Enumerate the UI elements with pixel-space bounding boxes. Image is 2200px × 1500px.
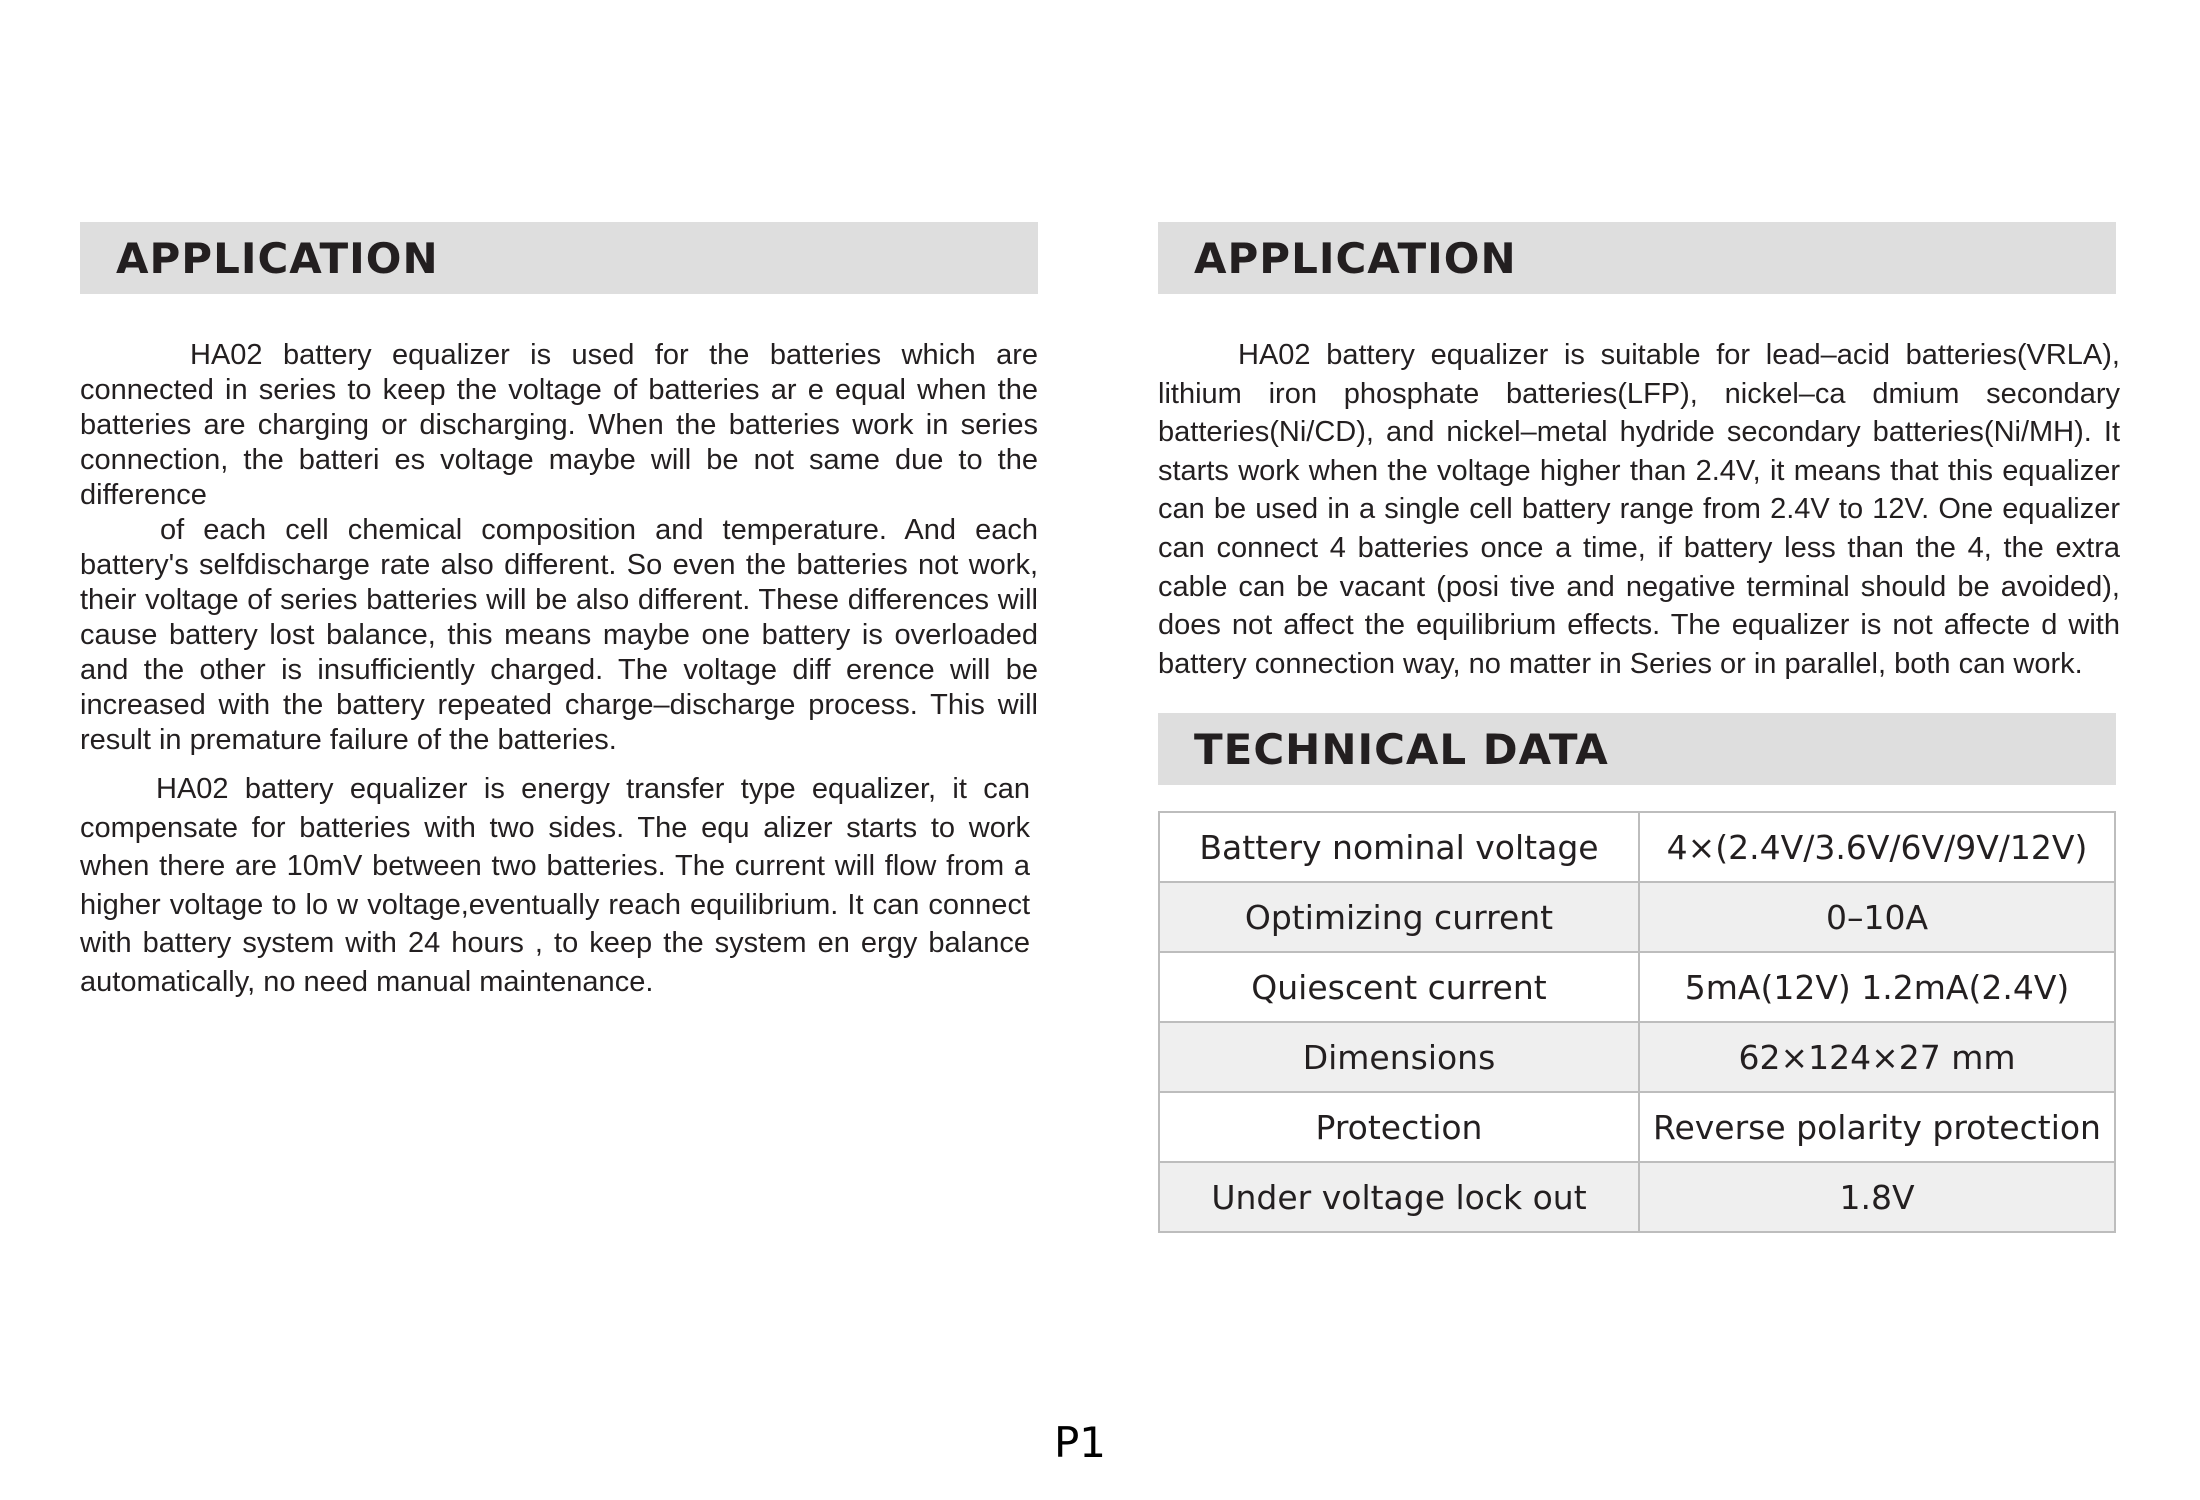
application-paragraph-right: HA02 battery equalizer is suitable for lead–acid batteries(VRLA), lithium iron phosphate batteries(LFP), nickel–ca dmium secondary batteries(Ni/CD), and nickel–metal hydride secondary batteries(Ni/MH). It starts work when the voltage higher than 2.4V, it means that this equalizer can be used in a single cell battery range from 2.4V to 12V. One equalizer can connect 4 batteries once a time, if battery less than the 4, the extra cable can be vacant (posi tive and negative terminal should be avoided), does not affect the equilibrium effects. The equalizer is not affecte d with battery connection way, no matter in Series or in parallel, both can work. xyxy=(1158,339,2120,680)
application-paragraph-1: HA02 battery equalizer is used for the batteries which are connected in series to keep the voltage of batteries ar e equal when the batteries are charging or discharging. When the batteries work in series connection, the batteri es voltage maybe will be not same due to the difference xyxy=(80,339,1038,511)
spec-value: 5mA(12V) 1.2mA(2.4V) xyxy=(1639,952,2115,1022)
spec-value: 4×(2.4V/3.6V/6V/9V/12V) xyxy=(1639,812,2115,882)
technical-data-table xyxy=(1158,811,2116,1233)
spec-value: 1.8V xyxy=(1639,1162,2115,1232)
spec-label: Battery nominal voltage xyxy=(1159,812,1639,882)
spec-label: Optimizing current xyxy=(1159,882,1639,952)
right-column xyxy=(1158,222,2120,1233)
spec-label: Protection xyxy=(1159,1092,1639,1162)
left-column xyxy=(80,222,1038,1001)
application-header-right xyxy=(1158,222,2116,294)
spec-label: Quiescent current xyxy=(1159,952,1639,1022)
section-title: APPLICATION xyxy=(1194,233,1517,283)
application-header-left xyxy=(80,222,1038,294)
spec-label: Under voltage lock out xyxy=(1159,1162,1639,1232)
spec-value: Reverse polarity protection xyxy=(1639,1092,2115,1162)
spec-label: Dimensions xyxy=(1159,1022,1639,1092)
table-row xyxy=(1159,952,2115,1022)
technical-data-header xyxy=(1158,713,2116,785)
section-title: APPLICATION xyxy=(116,233,439,283)
page-number: P1 xyxy=(1053,1418,1107,1467)
table-row xyxy=(1159,882,2115,952)
spec-value: 62×124×27 mm xyxy=(1639,1022,2115,1092)
table-row xyxy=(1159,812,2115,882)
application-paragraph-1-continued: of each cell chemical composition and temperature. And each battery's selfdischarge rate also different. So even the batteries not work, their voltage of series batteries will be also different. These differences will cause battery lost balance, this means maybe one battery is overloaded and the other is insufficiently charged. The voltage diff erence will be increased with the battery repeated charge–discharge process. This will result in premature failure of the batteries. xyxy=(80,514,1038,756)
spec-value: 0–10A xyxy=(1639,882,2115,952)
table-row xyxy=(1159,1092,2115,1162)
section-title: TECHNICAL DATA xyxy=(1194,724,1609,774)
application-paragraph-2: HA02 battery equalizer is energy transfer type equalizer, it can compensate for batteries with two sides. The equ alizer starts to work when there are 10mV between two batteries. The current will flow from a higher voltage to lo w voltage,eventually reach equilibrium. It can connect with battery system with 24 hours , to keep the system en ergy balance automatically, no need manual maintenance. xyxy=(80,773,1030,998)
table-row xyxy=(1159,1022,2115,1092)
table-row xyxy=(1159,1162,2115,1232)
